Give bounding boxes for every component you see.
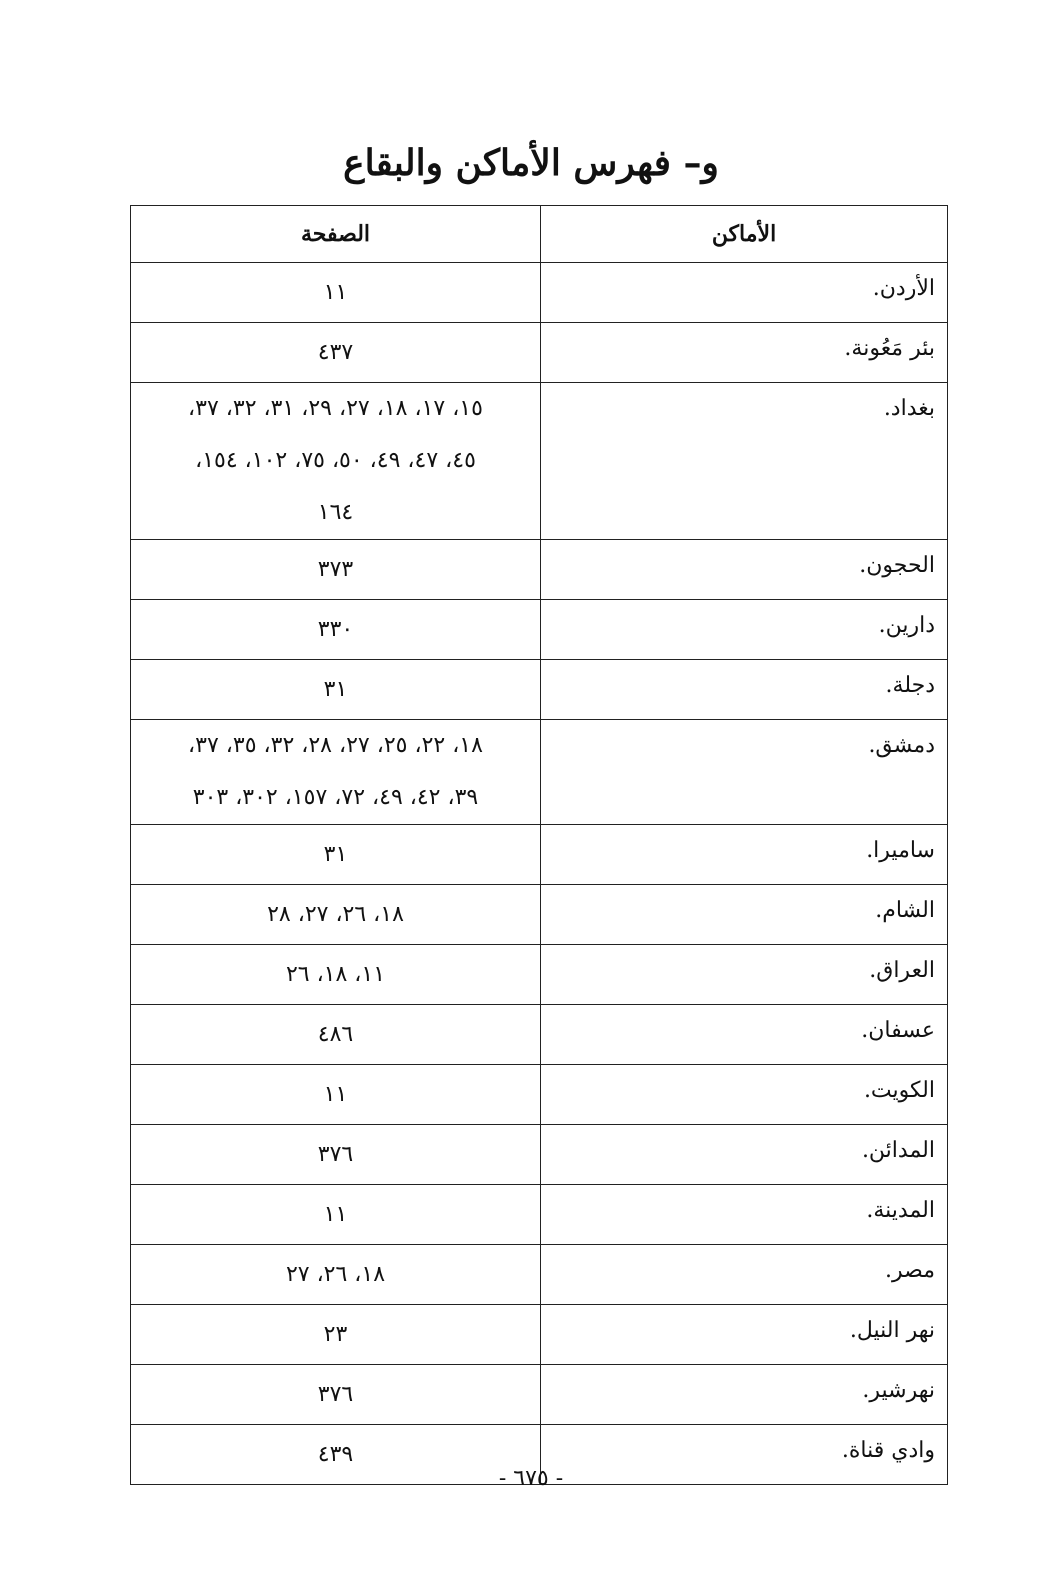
table-row [131, 1365, 948, 1425]
table-row [131, 1185, 948, 1245]
page-number: - ٦٧٥ - [498, 1466, 564, 1491]
pages-cell [131, 660, 541, 720]
place-cell [541, 540, 948, 600]
page-references: ١٥، ١٧، ١٨، ٢٧، ٢٩، ٣١، ٣٢، ٣٧، [188, 396, 483, 421]
place-cell [541, 885, 948, 945]
place-cell [541, 1125, 948, 1185]
place-name: بئر مَعُونة. [844, 336, 935, 361]
place-name: المدائن. [861, 1138, 935, 1163]
table-row [131, 825, 948, 885]
place-name: نهرشير. [862, 1378, 935, 1403]
page-references: ١١ [323, 1201, 348, 1227]
page-title: و– فهرس الأماكن والبقاع [343, 142, 719, 184]
table-row [131, 1125, 948, 1185]
place-name: دجلة. [885, 673, 935, 698]
page-references: ٤٣٧ [317, 339, 354, 365]
pages-cell [131, 885, 541, 945]
place-cell [541, 825, 948, 885]
place-name: ساميرا. [866, 838, 935, 863]
pages-cell [131, 263, 541, 323]
place-name: بغداد. [883, 396, 935, 421]
places-index-table [130, 205, 948, 1485]
pages-cell [131, 1185, 541, 1245]
place-cell [541, 720, 948, 825]
place-name: الشام. [875, 898, 935, 923]
pages-cell [131, 1305, 541, 1365]
place-name: دمشق. [868, 733, 935, 758]
pages-cell [131, 825, 541, 885]
page-references: ٣٩، ٤٢، ٤٩، ٧٢، ١٥٧، ٣٠٢، ٣٠٣ [192, 785, 479, 810]
page-references: ٣١ [323, 841, 348, 867]
pages-cell [131, 600, 541, 660]
page-references: ١١ [323, 279, 348, 305]
place-name: عسفان. [861, 1018, 935, 1043]
pages-cell [131, 1125, 541, 1185]
page-references: ١١، ١٨، ٢٦ [285, 961, 386, 987]
place-name: العراق. [869, 958, 935, 983]
pages-cell [131, 540, 541, 600]
page-references: ١٦٤ [317, 500, 354, 525]
place-cell [541, 1245, 948, 1305]
table-row [131, 323, 948, 383]
place-name: نهر النيل. [849, 1318, 935, 1343]
table-row [131, 383, 948, 540]
table-row [131, 540, 948, 600]
page-references: ٢٣ [323, 1321, 348, 1347]
table-row [131, 1305, 948, 1365]
page-references: ٤٨٦ [317, 1021, 354, 1047]
place-cell [541, 1305, 948, 1365]
pages-cell [131, 1005, 541, 1065]
table-row [131, 263, 948, 323]
table-row [131, 1005, 948, 1065]
place-name: المدينة. [866, 1198, 935, 1223]
pages-cell [131, 720, 541, 825]
table-row [131, 945, 948, 1005]
page-references: ٣٣٠ [317, 616, 354, 642]
page-references: ٤٣٩ [317, 1441, 354, 1467]
place-name: دارين. [878, 613, 935, 638]
pages-cell [131, 383, 541, 540]
pages-cell [131, 1065, 541, 1125]
table-row [131, 720, 948, 825]
table-row [131, 1065, 948, 1125]
place-cell [541, 1365, 948, 1425]
header-pages: الصفحة [131, 206, 541, 263]
page-references: ٣٧٦ [317, 1381, 354, 1407]
page-references: ١٨، ٢٦، ٢٧ [285, 1261, 386, 1287]
page-references: ١٨، ٢٢، ٢٥، ٢٧، ٢٨، ٣٢، ٣٥، ٣٧، [188, 733, 483, 758]
header-places: الأماكن [541, 206, 948, 263]
place-cell [541, 1185, 948, 1245]
place-cell [541, 600, 948, 660]
page-references: ١٨، ٢٦، ٢٧، ٢٨ [267, 901, 404, 927]
page-references: ٤٥، ٤٧، ٤٩، ٥٠، ٧٥، ١٠٢، ١٥٤، [195, 448, 476, 473]
place-cell [541, 383, 948, 540]
pages-cell [131, 945, 541, 1005]
place-name: الكويت. [863, 1078, 935, 1103]
page-references: ١١ [323, 1081, 348, 1107]
table-row [131, 1245, 948, 1305]
place-cell [541, 660, 948, 720]
place-cell [541, 1005, 948, 1065]
place-name: مصر. [885, 1258, 935, 1283]
place-cell [541, 945, 948, 1005]
place-cell [541, 323, 948, 383]
place-cell [541, 263, 948, 323]
place-name: وادي قناة. [841, 1438, 935, 1463]
table-row [131, 600, 948, 660]
table-header-row [131, 206, 948, 263]
place-name: الأردن. [872, 276, 935, 301]
pages-cell [131, 323, 541, 383]
page-references: ٣٧٣ [317, 556, 354, 582]
table-row [131, 885, 948, 945]
page-references: ٣١ [323, 676, 348, 702]
table-body [131, 263, 948, 1485]
table-row [131, 660, 948, 720]
pages-cell [131, 1245, 541, 1305]
place-cell [541, 1065, 948, 1125]
pages-cell [131, 1365, 541, 1425]
page-references: ٣٧٦ [317, 1141, 354, 1167]
place-name: الحجون. [859, 553, 935, 578]
